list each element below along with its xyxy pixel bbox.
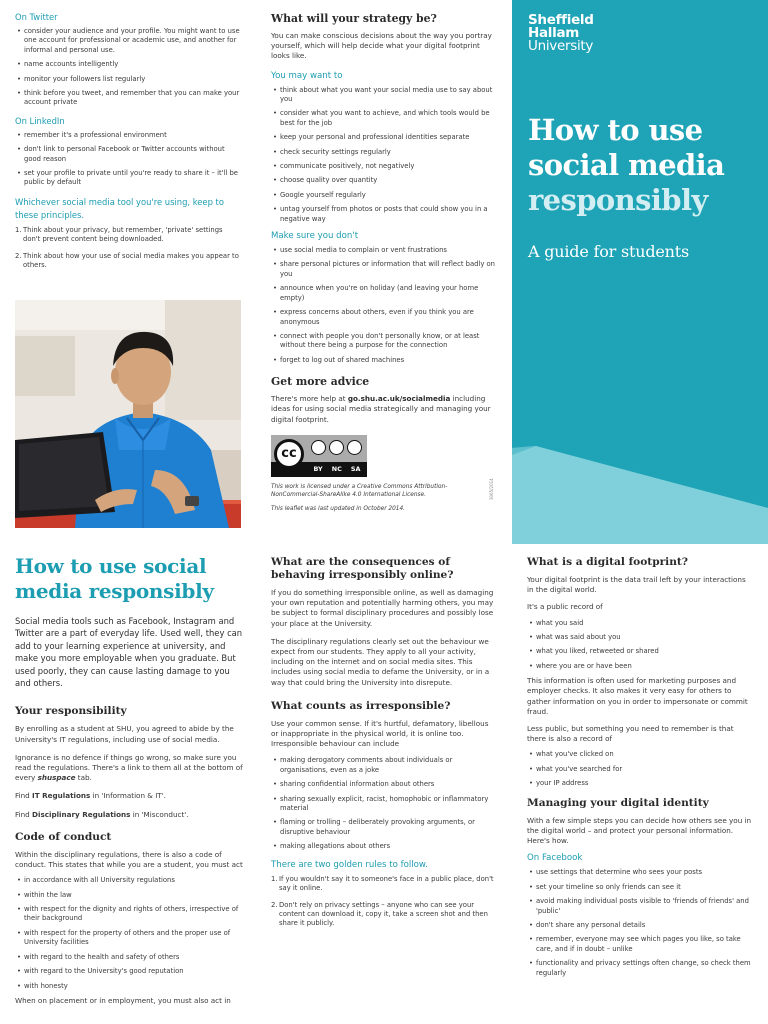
may-want-list [271, 86, 497, 224]
cover-title-line: How to use [528, 113, 703, 147]
list-item: • functionality and privacy settings often change, so check them regularly [527, 959, 753, 978]
list-text: If you wouldn't say it to someone's face in a public place, don't say it online. [279, 874, 494, 893]
cutoff-text: When on placement or in employment, you must also act in [15, 995, 231, 1005]
list-item: • with honesty [15, 982, 245, 991]
footprint-list [527, 619, 753, 672]
cc-labels [309, 465, 365, 473]
list-item: • where you are or have been [527, 662, 753, 671]
identity-text: With a few simple steps you can decide how others see you in the digital world – and protect your personal information. Here's how. [527, 815, 752, 846]
list-item: • set your timeline so only friends can see it [527, 883, 753, 892]
conduct-text: Within the disciplinary regulations, there is also a code of conduct. This states that while you are a student, you must act [15, 849, 243, 870]
linkedin-list [15, 131, 241, 188]
rules-list [271, 875, 497, 929]
advice-link[interactable]: go.shu.ac.uk/socialmedia [347, 394, 451, 404]
responsibility-heading: Your responsibility [15, 705, 127, 718]
list-item: • with regard to the University's good reputation [15, 967, 245, 976]
list-item: • in accordance with all University regulations [15, 876, 245, 885]
license-text: This work is licensed under a Creative Commons Attribution-NonCommercial-ShareAlike 4.0 International License. [271, 483, 448, 499]
list-item: • flaming or trolling – deliberately provoking arguments, or disruptive behaviour [271, 818, 497, 837]
list-item: • share personal pictures or information that will reflect badly on you [271, 260, 497, 279]
it-regulations-term: IT Regulations [32, 791, 91, 801]
cc-label-sa: SA [350, 464, 361, 473]
cc-label-by: BY [313, 464, 323, 473]
list-item: • sharing confidential information about others [271, 780, 497, 789]
list-number: 2. [15, 251, 22, 260]
list-item: • don't link to personal Facebook or Twitter accounts without good reason [15, 145, 241, 164]
strategy-heading: What will your strategy be? [271, 12, 437, 25]
list-number: 1. [15, 225, 22, 234]
list-item: • choose quality over quantity [271, 176, 497, 185]
list-text: Think about your privacy, but remember, 'private' settings don't prevent content being downloaded. [23, 225, 223, 244]
text-span: Find [15, 809, 33, 819]
list-item [271, 901, 497, 929]
footprint-text: Less public, but something you need to remember is that there is also a record of [527, 724, 734, 744]
irresponsible-heading: What counts as irresponsible? [271, 699, 451, 712]
list-item: • think before you tweet, and remember that you can make your account private [15, 89, 241, 108]
cover-panel [512, 0, 768, 544]
list-item: • with respect for the property of others and the proper use of University facilities [15, 929, 245, 948]
conduct-heading: Code of conduct [15, 830, 112, 843]
list-item: • consider what you want to achieve, and which tools would be best for the job [271, 109, 497, 128]
list-item: • express concerns about others, even if you think you are anonymous [271, 308, 497, 327]
list-item [271, 875, 497, 894]
twitter-heading: On Twitter [15, 12, 58, 22]
strategy-text: You can make conscious decisions about the way you portray yourself, which will help decide what your digital footprint looks like. [271, 31, 492, 61]
shuspace-term: shuspace [37, 773, 76, 783]
intro-text: Social media tools such as Facebook, Instagram and Twitter are a part of everyday life. Used well, they can add to your learning experience at university, and make you more employable when you graduate. But used poorly, they can cause lasting damage to you and others. [15, 616, 243, 689]
twitter-list [15, 27, 241, 108]
list-item: • set your profile to private until you're ready to share it – it'll be public by default [15, 169, 241, 188]
panel-consequences [271, 556, 497, 936]
sa-share-icon [347, 440, 362, 455]
list-item: • remember it's a professional environment [15, 131, 241, 140]
text-span: in 'Misconduct'. [130, 809, 189, 819]
responsibility-text: By enrolling as a student at SHU, you agreed to abide by the University's IT regulations, including use of social media. [15, 724, 234, 744]
consequences-text: If you do something irresponsible online, as well as damaging your own reputation and potentially harming others, you may be subject to formal disciplinary procedures and possibly lose your place at the University. [271, 588, 494, 628]
panel-intro [15, 554, 245, 1006]
cover-title-accent: responsibly [528, 183, 708, 217]
text-span: in 'Information & IT'. [90, 791, 166, 801]
list-item: • use settings that determine who sees your posts [527, 868, 753, 877]
list-item: • check security settings regularly [271, 148, 497, 157]
advice-text [271, 394, 497, 425]
cc-license-badge[interactable] [271, 435, 367, 477]
list-item: • monitor your followers list regularly [15, 75, 241, 84]
advice-post: including ideas for using social media strategically and managing your digital footprint. [271, 394, 491, 424]
list-item [15, 226, 241, 245]
text-span: Ignorance is no defence if things go wrong, so make sure you read the regulations. There's a link to them all at the bottom of every [15, 752, 243, 783]
cover-title-line: social media [528, 148, 725, 182]
rules-heading: There are two golden rules to follow. [271, 859, 428, 870]
dont-heading: Make sure you don't [271, 231, 359, 242]
list-item: • with regard to the health and safety of others [15, 953, 245, 962]
list-text: Think about how your use of social media makes you appear to others. [23, 251, 239, 270]
student-photo [15, 300, 241, 528]
logo-line: Sheffield [528, 12, 594, 28]
footprint-text: This information is often used for marketing purposes and employer checks. It also makes it very easy for others to gather information on you in order to impersonate or commit fraud. [527, 676, 748, 716]
irresponsible-text: Use your common sense. If it's hurtful, defamatory, libellous or inappropriate in the physical world, it is online too. Irresponsible behaviour can include [271, 718, 489, 749]
cc-label-nc: NC [331, 464, 342, 473]
cover-subtitle: A guide for students [528, 242, 689, 261]
footprint-text: It's a public record of [527, 602, 603, 612]
list-item: • untag yourself from photos or posts that could show you in a negative way [271, 205, 497, 224]
footprint-list-2 [527, 750, 753, 788]
identity-heading: Managing your digital identity [527, 796, 709, 809]
list-item: • making allegations about others [271, 842, 497, 851]
by-person-icon [311, 440, 326, 455]
list-item: • think about what you want your social media use to say about you [271, 86, 497, 105]
list-item: • use social media to complain or vent frustrations [271, 246, 497, 255]
consequences-text: The disciplinary regulations clearly set out the behaviour we expect from our students. They apply to all your activity, including on the internet and on social media sites. This includes using social media to defame the University, or in a way that could bring the University into disrepute. [271, 636, 490, 687]
facebook-list [527, 868, 753, 978]
text-span: Find [15, 791, 33, 801]
facebook-heading: On Facebook [527, 853, 583, 864]
page-title: How to use social media responsibly [15, 554, 214, 603]
list-item: • consider your audience and your profile. You might want to use one account for professional or academic use, and another for informal and personal use. [15, 27, 241, 55]
list-item: • keep your personal and professional identities separate [271, 133, 497, 142]
list-item: • within the law [15, 891, 245, 900]
list-item: • connect with people you don't personally know, or at least without there being a purpose for the connection [271, 332, 497, 351]
list-item: • what you liked, retweeted or shared [527, 647, 753, 656]
list-item: • making derogatory comments about individuals or organisations, even as a joke [271, 756, 497, 775]
principles-heading: Whichever social media tool you're using, keep to these principles. [15, 196, 224, 220]
responsibility-text [15, 753, 245, 784]
cc-mark: cc [281, 445, 297, 461]
list-number: 2. [271, 900, 278, 909]
list-item: • name accounts intelligently [15, 60, 241, 69]
list-text: Don't rely on privacy settings – anyone who can see your content can download it, copy it, take a screen shot and then share it publicly. [279, 900, 488, 928]
linkedin-heading: On LinkedIn [15, 115, 65, 126]
list-item [15, 252, 241, 271]
list-item: • sharing sexually explicit, racist, homophobic or inflammatory material [271, 795, 497, 814]
disciplinary-regulations-term: Disciplinary Regulations [32, 809, 131, 819]
list-item: • with respect for the dignity and rights of others, irrespective of their background [15, 905, 245, 924]
list-item: • Google yourself regularly [271, 191, 497, 200]
cover-stripe-shape [512, 0, 768, 544]
panel-strategy [271, 12, 497, 514]
list-item: • forget to log out of shared machines [271, 356, 497, 365]
updated-text: This leaflet was last updated in October 2014. [271, 505, 406, 512]
panel-footprint [527, 556, 753, 983]
panel-social-tools [15, 12, 241, 278]
consequences-heading: What are the consequences of behaving irresponsibly online? [271, 556, 454, 581]
may-want-heading: You may want to [271, 70, 343, 81]
list-number: 1. [271, 874, 278, 883]
find-it-regs [15, 791, 245, 801]
advice-heading: Get more advice [271, 375, 370, 389]
list-item: • communicate positively, not negatively [271, 162, 497, 171]
find-disciplinary-regs [15, 810, 245, 820]
list-item: • what you've searched for [527, 765, 753, 774]
list-item: • announce when you're on holiday (and leaving your home empty) [271, 284, 497, 303]
logo-line: University [528, 38, 594, 54]
list-item: • avoid making individual posts visible to 'friends of friends' and 'public' [527, 897, 753, 916]
list-item: • what you said [527, 619, 753, 628]
nc-dollar-icon [329, 440, 344, 455]
list-item: • your IP address [527, 779, 753, 788]
irresponsible-list [271, 756, 497, 851]
footprint-text: Your digital footprint is the data trail left by your interactions in the digital world. [527, 575, 746, 595]
list-item: • what was said about you [527, 633, 753, 642]
text-span: tab. [75, 773, 92, 783]
logo-line: Hallam [528, 25, 580, 41]
advice-pre: There's more help at [271, 394, 348, 404]
cc-logo-icon [274, 439, 304, 469]
list-item: • don't share any personal details [527, 921, 753, 930]
principles-list [15, 226, 241, 271]
side-code: 3065/2014 [489, 478, 494, 500]
footprint-heading: What is a digital footprint? [527, 556, 689, 568]
list-item: • remember, everyone may see which pages you like, so take care, and if in doubt – unlike [527, 935, 753, 954]
list-item: • what you've clicked on [527, 750, 753, 759]
dont-list [271, 246, 497, 365]
conduct-list [15, 876, 245, 991]
